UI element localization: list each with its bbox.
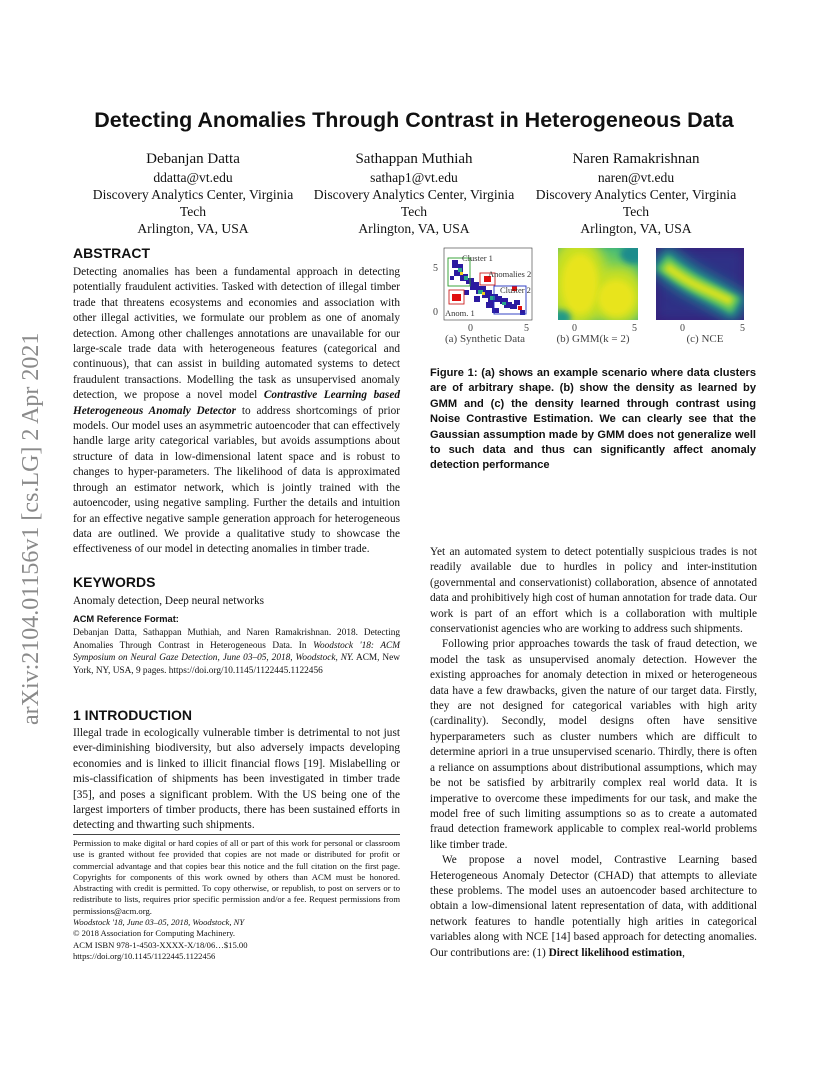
paper-title: Detecting Anomalies Through Contrast in Heterogeneous Data <box>94 108 734 132</box>
right-column-text <box>430 545 757 961</box>
subfig-c-nce-density <box>656 248 744 320</box>
permission-venue: Woodstock '18, June 03–05, 2018, Woodstock, NY <box>73 917 245 928</box>
keywords-text: Anomaly detection, Deep neural networks <box>73 595 265 607</box>
contribution-1: Direct likelihood estimation <box>548 946 683 959</box>
paragraph: Yet an automated system to detect potentially suspicious trades is not readily available due to hurdles in policy and inter-institution (governmental and conservationist) collaboration, absence of annotated data and prohibitively high cost of human annotation for trade data. Our work is part of an effort which is a collaboration with multiple conservationist agencies who are working to address such shipments. <box>430 546 757 636</box>
paragraph-text: We propose a novel model, Contrastive Learning based Heterogeneous Anomaly Detector (CHAD) that attempts to alleviate these problems. The model uses an autoencoder based architecture to obtain a low-dimensional latent representation of data, with additional network features to handle potentially high arities in categorical variables along with NCE [14] based approach for detecting anomalies. Our contributions are: (1) <box>430 854 757 959</box>
permission-copyright: © 2018 Association for Computing Machinery. <box>73 928 236 939</box>
tick-x-0: 0 <box>680 323 685 334</box>
tick-x-5: 5 <box>740 323 745 334</box>
footnote-divider <box>73 834 400 835</box>
author-location: Arlington, VA, USA <box>137 221 249 236</box>
author-block <box>73 151 313 237</box>
author-affiliation-2: Tech <box>400 204 428 219</box>
intro-heading: 1 INTRODUCTION <box>73 707 192 723</box>
figure-1-caption: Figure 1: (a) shows an example scenario where data clusters are of arbitrary shape. (b) show the density as learned by GMM and (c) the density learned through contrast using Noise Contrastive Estimation. We can clearly see that the Gaussian assumption made by GMM does not generalize well to such data and thus can significantly affect anomaly detection performance <box>430 367 756 472</box>
abstract-text <box>73 265 400 558</box>
author-location: Arlington, VA, USA <box>358 221 470 236</box>
tick-y-0: 0 <box>433 307 438 318</box>
tick-y-5: 5 <box>433 263 438 274</box>
label-anomalies-2: Anomalies 2 <box>488 269 532 279</box>
author-block <box>516 151 756 237</box>
keywords-heading: KEYWORDS <box>73 574 156 590</box>
acm-ref-venue: Woodstock '18: ACM Symposium on Neural Gaze Detection, June 03–05, 2018, Woodstock, NY. <box>73 640 400 664</box>
author-name: Debanjan Datta <box>146 151 240 167</box>
author-email[interactable]: ddatta@vt.edu <box>153 170 233 185</box>
subcaption-a: (a) Synthetic Data <box>444 333 526 345</box>
author-affiliation: Discovery Analytics Center, Virginia <box>535 187 737 202</box>
subcaption-c: (c) NCE <box>686 333 724 345</box>
paragraph-end: , <box>682 946 685 959</box>
intro-text: Illegal trade in ecologically vulnerable timber is detrimental to not just ever-diminishing biodiversity, but also adversely impacts developing economies and is linked to illicit financial flows [19]. Mislabelling or mis-classification of shipments has been investigated in timber trade [35], and poses a significant problem. With the US being one of the largest importers of timber products, there has been sustained efforts in detecting and thwarting such shipments. <box>73 727 400 832</box>
permission-isbn: ACM ISBN 978-1-4503-XXXX-X/18/06…$15.00 <box>73 939 248 950</box>
acm-ref-text-a: Debanjan Datta, Sathappan Muthiah, and Naren Ramakrishnan. 2018. Detecting Anomalies Through Contrast in Heterogeneous Data. In <box>73 628 400 651</box>
label-cluster-1: Cluster 1 <box>462 253 493 263</box>
author-name: Sathappan Muthiah <box>355 151 473 167</box>
permission-text: Permission to make digital or hard copies of all or part of this work for personal or classroom use is granted without fee provided that copies are not made or distributed for profit or commercial advantage and that copies bear this notice and the full citation on the first page. Copyrights for components of this work owned by others than ACM must be honored. Abstracting with credit is permitted. To copy otherwise, or republish, to post on servers or to redistribute to lists, requires prior specific permission and/or a fee. Request permissions from permissions@acm.org. <box>73 838 400 916</box>
permission-block <box>73 838 400 962</box>
acm-ref-text <box>73 627 400 678</box>
tick-x-5: 5 <box>632 323 637 334</box>
author-name: Naren Ramakrishnan <box>572 151 700 167</box>
acm-ref-heading: ACM Reference Format: <box>73 614 179 624</box>
tick-x-5: 5 <box>524 323 529 334</box>
author-block <box>294 151 534 237</box>
author-affiliation: Discovery Analytics Center, Virginia <box>313 187 515 202</box>
author-affiliation-2: Tech <box>622 204 650 219</box>
paragraph: Following prior approaches towards the task of fraud detection, we model the task as unsupervised anomaly detection. However the existing approaches for anomaly detection in mixed or heterogeneous data have a few drawbacks, given the nature of our target data. Firstly, they are not designed for categorical variables with high arity (cardinality). Secondly, model designs often have sensitive hyperparameters such as cluster numbers which are difficult to determine apriori in a true unsupervised scenario. Thirdly, there is often a reliance on assumptions about distributional assumptions, which may be not be satisfied by arbitrarily complex real world data. It is imperative to overcome these impediments for our task, and make the model free of such limiting assumptions so as to create a automated fraud detection framework applicable to complex real-world problems like timber trade. <box>430 638 757 851</box>
tick-x-0: 0 <box>468 323 473 334</box>
abstract-text-c: to address shortcomings of prior models. Our model uses an asymmetric autoencoder that can effectively handle large arity categorical variables, but avoids assumptions about structure of data in low-dimensional latent space and is robust to changes to hyper-parameters. The likelihood of data is approximated through an estimator network, which is jointly trained with the autoencoder, using negative sampling. Further the details and intuition for an effective negative sample generation approach for heterogeneous data are outlined. We provide a qualitative study to showcase the effectiveness of our model in detecting anomalies in timber trade. <box>73 404 400 556</box>
author-email[interactable]: sathap1@vt.edu <box>370 170 458 185</box>
permission-doi[interactable]: https://doi.org/10.1145/1122445.1122456 <box>73 950 216 961</box>
arxiv-stamp: arXiv:2104.01156v1 [cs.LG] 2 Apr 2021 <box>18 332 44 725</box>
author-email[interactable]: naren@vt.edu <box>597 170 675 185</box>
tick-x-0: 0 <box>572 323 577 334</box>
author-location: Arlington, VA, USA <box>580 221 692 236</box>
paragraph <box>430 853 757 961</box>
abstract-text-a: Detecting anomalies has been a fundamental approach in detecting potentially fraudulent activities. Tasked with detection of illegal timber trade that threatens ecosystems and economies and association with other illegal activities, we formulate our problem as one of anomaly detection. Among other challenges annotations are unavailable for our large-scale trade data with heterogeneous features (categorical and continuous), that can assist in building automated systems to detect fraudulent transactions. Modelling the task as unsupervised anomaly detection, we propose a novel model <box>73 266 400 402</box>
subcaption-b: (b) GMM(k = 2) <box>556 333 630 345</box>
acm-ref-text-b: ACM, New York, NY, USA, 9 pages. https://doi.org/10.1145/1122445.1122456 <box>73 653 400 677</box>
author-affiliation: Discovery Analytics Center, Virginia <box>92 187 294 202</box>
author-affiliation-2: Tech <box>179 204 207 219</box>
model-name: Contrastive Learning based Heterogeneous Anomaly Detector <box>73 389 400 417</box>
subfig-b-gmm-density <box>548 246 648 328</box>
abstract-heading: ABSTRACT <box>73 245 150 261</box>
label-cluster-2: Cluster 2 <box>500 285 531 295</box>
label-anom-1: Anom. 1 <box>445 308 475 318</box>
